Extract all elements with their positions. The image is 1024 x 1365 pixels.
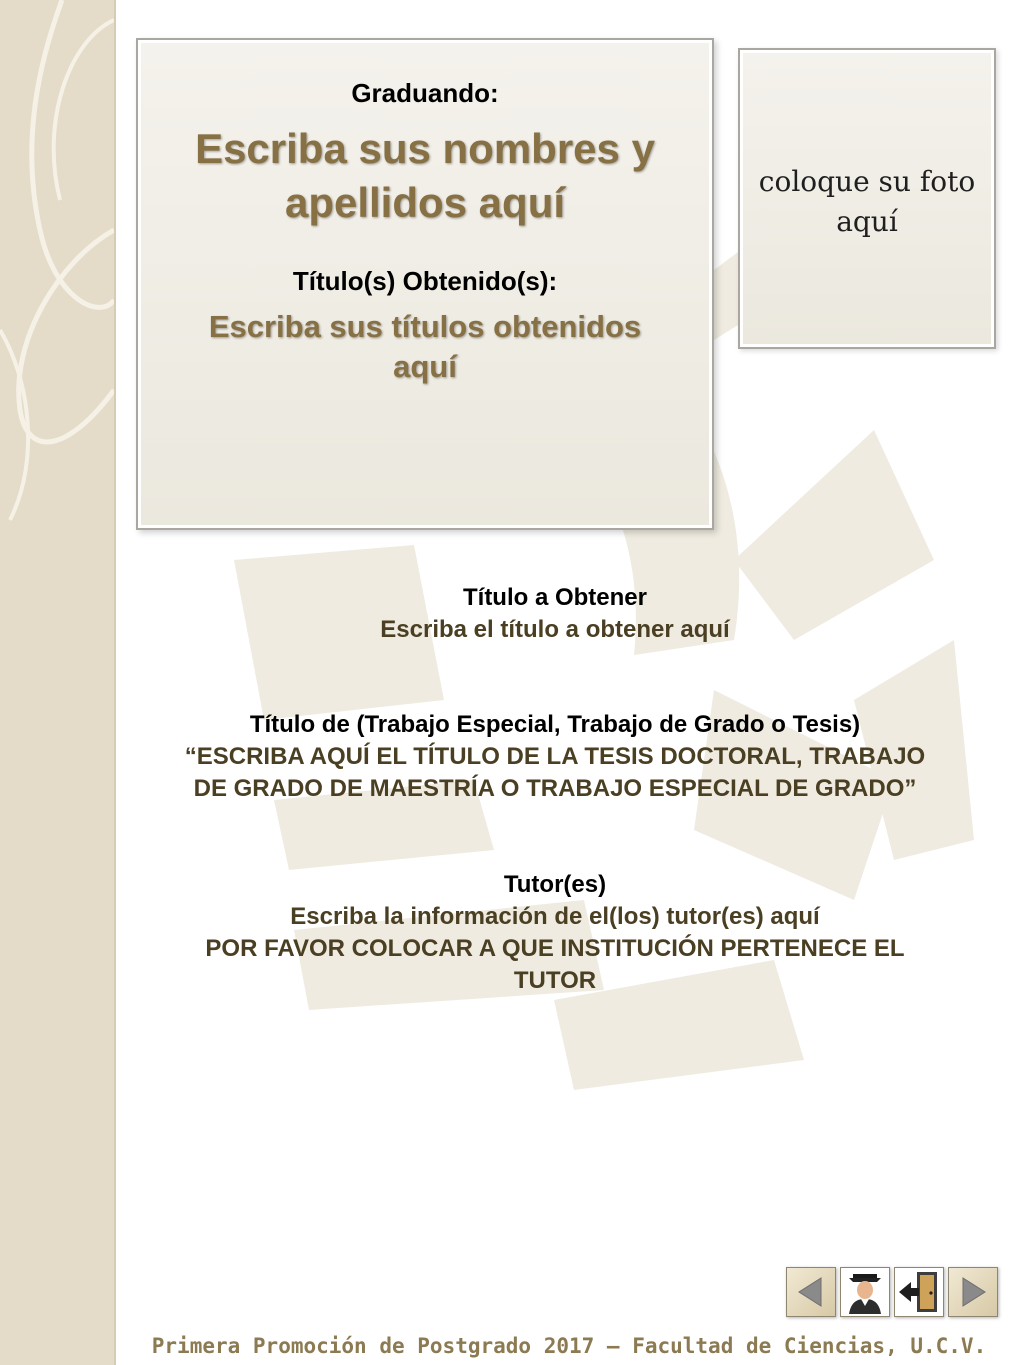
degree-section bbox=[140, 582, 970, 646]
thesis-section bbox=[140, 709, 970, 805]
graduate-info-panel[interactable] bbox=[136, 38, 714, 530]
titles-obtained-line-2: aquí bbox=[393, 349, 457, 384]
arrow-right-icon bbox=[949, 1268, 997, 1316]
degree-heading: Título a Obtener bbox=[462, 584, 647, 611]
graduate-person-icon bbox=[841, 1268, 889, 1316]
graduate-name-line-1: Escriba sus nombres y bbox=[195, 125, 655, 172]
next-slide-button[interactable] bbox=[948, 1267, 998, 1317]
footer-text: Primera Promoción de Postgrado 2017 – Facultad de Ciencias, U.C.V. bbox=[151, 1334, 987, 1358]
graduate-label: Graduando: bbox=[351, 78, 499, 108]
tutor-section bbox=[140, 869, 970, 997]
thesis-title-line-1: “ESCRIBA AQUÍ EL TÍTULO DE LA TESIS DOCTORAL, TRABAJO bbox=[184, 743, 926, 770]
photo-placeholder-line-2: aquí bbox=[836, 205, 898, 238]
graduate-name-line-2: apellidos aquí bbox=[284, 179, 566, 226]
tutor-value: Escriba la información de el(los) tutor(es) aquí bbox=[290, 903, 820, 930]
sidebar-swirl-ornament bbox=[0, 0, 114, 1365]
thesis-heading: Título de (Trabajo Especial, Trabajo de Grado o Tesis) bbox=[249, 711, 861, 738]
titles-obtained-label: Título(s) Obtenido(s): bbox=[292, 266, 558, 296]
degree-value: Escriba el título a obtener aquí bbox=[380, 616, 730, 643]
tutor-note-line-2: TUTOR bbox=[513, 967, 597, 994]
arrow-left-icon bbox=[787, 1268, 835, 1316]
photo-placeholder-line-1: coloque su foto bbox=[758, 165, 976, 198]
thesis-title-line-2: DE GRADO DE MAESTRÍA O TRABAJO ESPECIAL DE GRADO” bbox=[193, 775, 917, 802]
photo-placeholder[interactable] bbox=[738, 48, 996, 349]
exit-button[interactable] bbox=[894, 1267, 944, 1317]
photo-placeholder-text bbox=[750, 162, 984, 242]
titles-obtained-line-1: Escriba sus títulos obtenidos bbox=[208, 309, 642, 344]
exit-door-icon bbox=[895, 1268, 943, 1316]
tutor-heading: Tutor(es) bbox=[503, 871, 607, 898]
previous-slide-button[interactable] bbox=[786, 1267, 836, 1317]
tutor-note-line-1: POR FAVOR COLOCAR A QUE INSTITUCIÓN PERTENECE EL bbox=[205, 935, 905, 962]
graduate-home-button[interactable] bbox=[840, 1267, 890, 1317]
decorative-sidebar bbox=[0, 0, 116, 1365]
